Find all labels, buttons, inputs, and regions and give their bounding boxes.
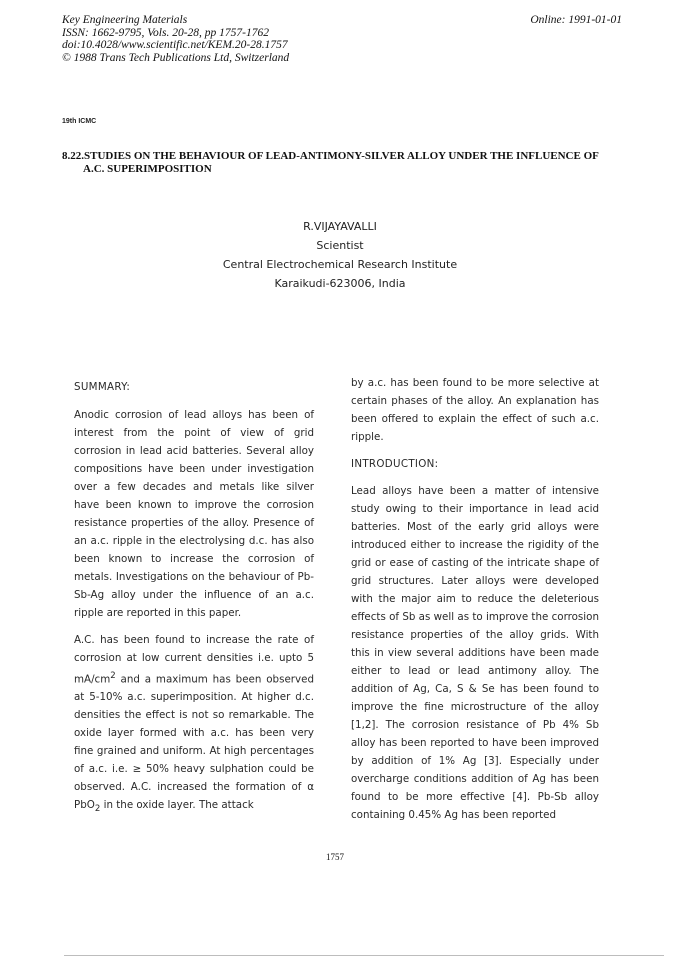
conference-label: 19th ICMC — [62, 118, 97, 125]
superscript: 2 — [110, 671, 116, 681]
author-address: Karaikudi-623006, India — [274, 277, 406, 290]
right-column — [351, 374, 599, 833]
paper-title — [62, 150, 622, 176]
author-role: Scientist — [316, 239, 364, 252]
section-number: 8.22. — [62, 150, 84, 162]
issn-line: ISSN: 1662-9795, Vols. 20-28, pp 1757-1762 — [62, 26, 269, 39]
bottom-divider — [64, 955, 664, 956]
summary-paragraph-2 — [74, 631, 314, 818]
introduction-paragraph-1: Lead alloys have been a matter of intensive study owing to their importance in lead acid batteries. Most of the early grid alloys were introduced either to increase the rigidity of the grid or ease of casting of the intricate shape of grid structures. Later alloys were developed with the major aim to reduce the deleterious effects of Sb as well as to improve the corrosion resistance properties of the alloy grids. With this in view several additions have been made either to lead or lead antimony alloy. The addition of Ag, Ca, S & Se has been found to improve the fine microstructure of the alloy [1,2]. The corrosion resistance of Pb 4% Sb alloy has been reported to have been improved by addition of 1% Ag [3]. Especially under overcharge conditions addition of Ag has been found to be more effective [4]. Pb-Sb alloy containing 0.45% Ag has been reported — [351, 485, 599, 821]
title-line-1: STUDIES ON THE BEHAVIOUR OF LEAD-ANTIMONY-SILVER ALLOY UNDER THE INFLUENCE OF — [84, 150, 599, 162]
text-run: A.C. has been found to increase the rate of corrosion at low current densities i.e. upto 5 mA/cm — [74, 634, 314, 686]
text-run: 50% heavy sulphation could be observed. A.C. increased the formation of — [74, 763, 314, 794]
left-column — [74, 378, 314, 827]
text-run: PbO — [74, 799, 95, 812]
summary-paragraph-1: Anodic corrosion of lead alloys has been of interest from the point of view of grid corrosion in lead acid batteries. Several alloy compositions have been under investigation over a few decades and metals like silver have been known to improve the corrosion resistance properties of the alloy. Presence of an a.c. ripple in the electrolysing d.c. has also been known to increase the corrosion of metals. Investigations on the behaviour of Pb-Sb-Ag alloy under the influence of an a.c. ripple are reported in this paper. — [74, 409, 314, 619]
copyright-line: © 1988 Trans Tech Publications Ltd, Switzerland — [62, 51, 290, 64]
summary-heading: SUMMARY: — [74, 381, 131, 393]
text-run: in the oxide layer. The attack — [100, 799, 254, 812]
text-run: and a maximum has been observed at 5-10% a.c. superimposition. At higher d.c. densities the effect is not so remarkable. The oxide layer formed with a.c. has been very fine grained and uniform. At high percentages of a.c. i.e. — [74, 673, 314, 776]
author-block — [140, 217, 540, 293]
title-line-2: A.C. SUPERIMPOSITION — [83, 163, 212, 175]
subscript: 2 — [94, 804, 101, 815]
page-number: 1757 — [326, 852, 344, 862]
introduction-heading: INTRODUCTION: — [351, 458, 439, 470]
summary-paragraph-3: by a.c. has been found to be more selective at certain phases of the alloy. An explanation has been offered to explain the effect of such a.c. ripple. — [351, 377, 599, 443]
gte-symbol: ≥ — [132, 763, 142, 776]
author-institute: Central Electrochemical Research Institute — [222, 258, 458, 271]
author-name: R.VIJAYAVALLI — [303, 220, 377, 233]
doi-line: doi:10.4028/www.scientific.net/KEM.20-28.1757 — [62, 39, 288, 51]
alpha-symbol: α — [307, 781, 314, 794]
online-date: Online: 1991-01-01 — [530, 14, 622, 26]
publication-metadata — [62, 14, 622, 64]
journal-name: Key Engineering Materials — [62, 14, 188, 26]
